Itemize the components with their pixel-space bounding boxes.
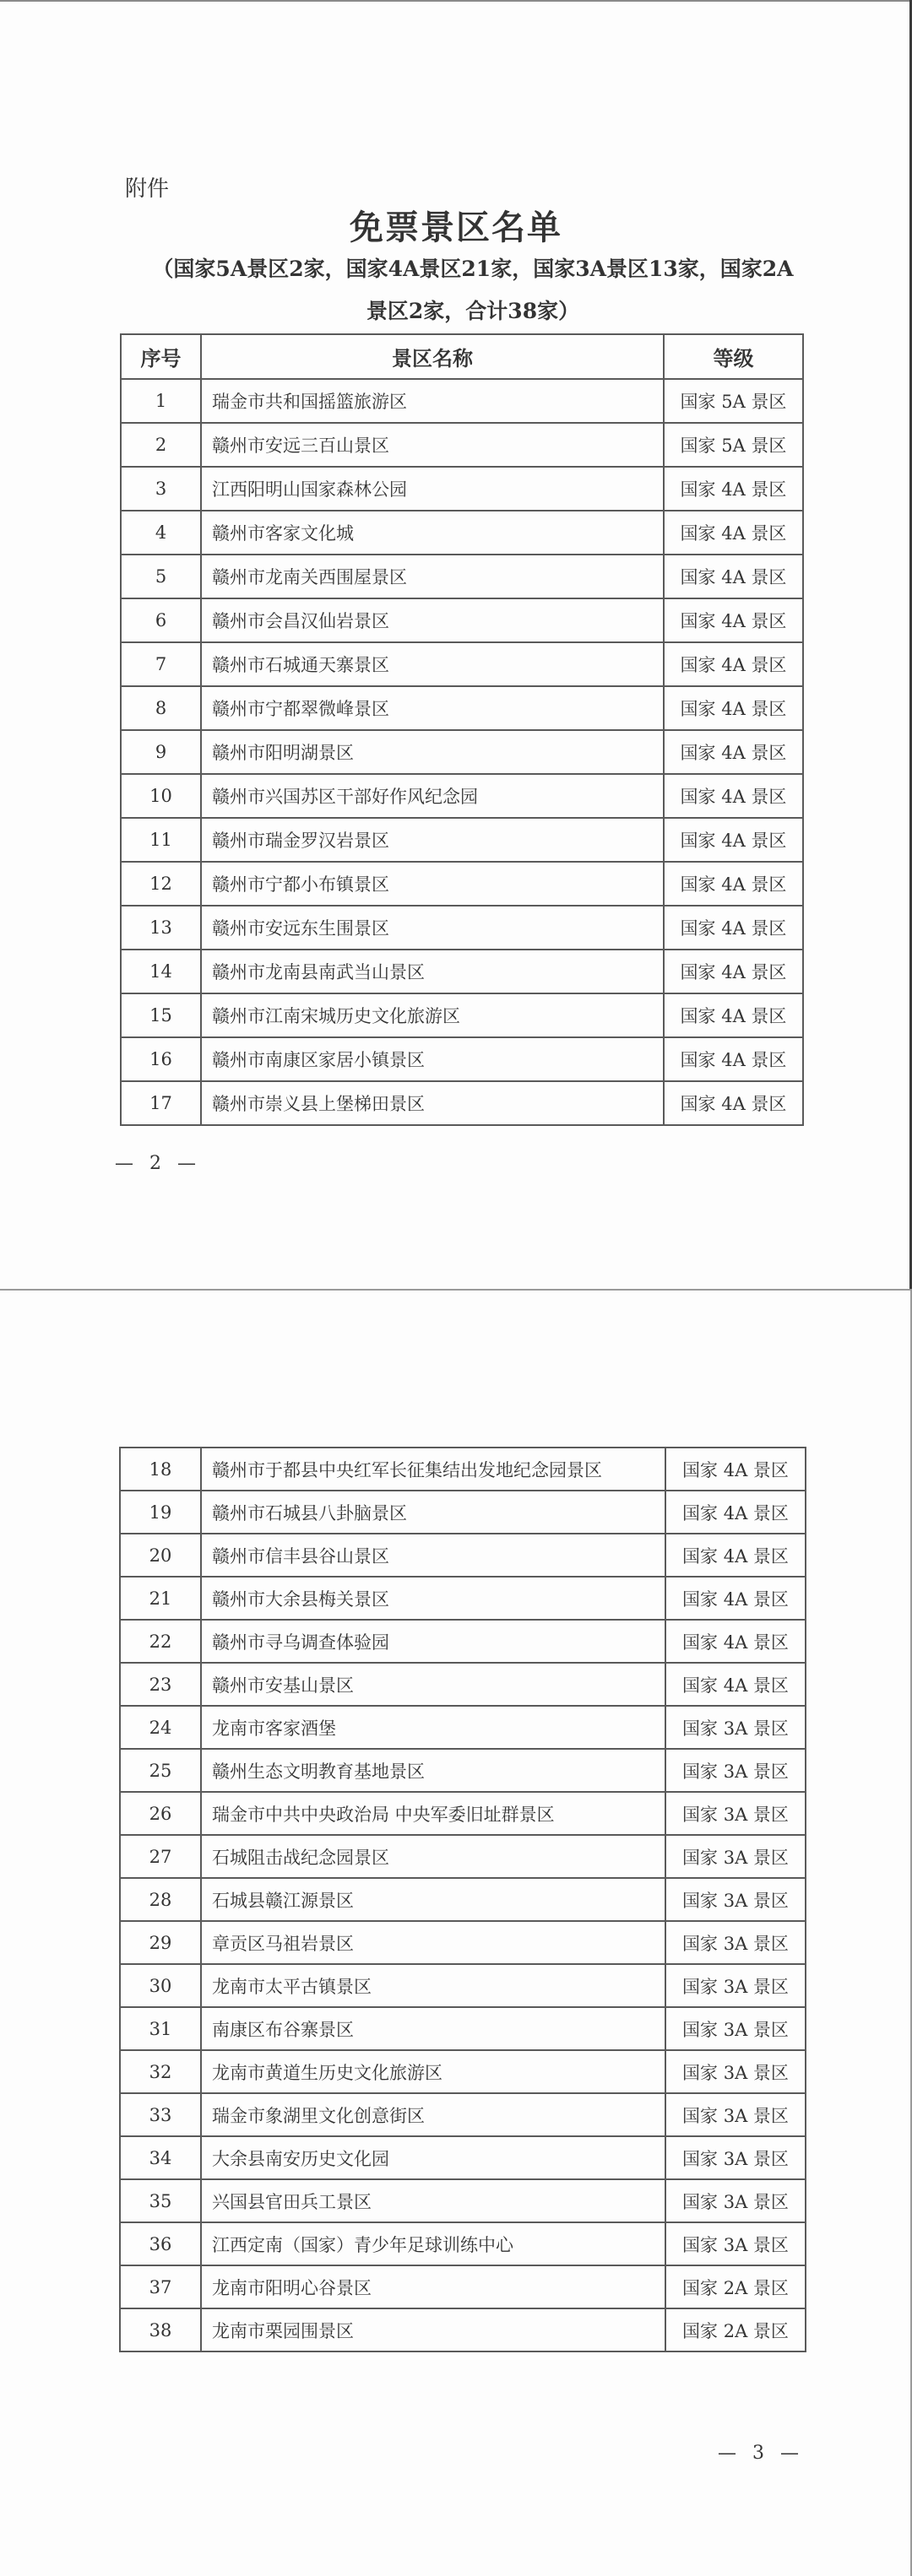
table-row [121, 555, 803, 598]
row-number: 19 [120, 1491, 201, 1534]
row-number: 21 [120, 1577, 201, 1620]
table-row [121, 862, 803, 906]
scenic-area-grade: 国家 4A 景区 [664, 642, 803, 686]
scenic-area-name: 赣州生态文明教育基地景区 [201, 1749, 665, 1792]
row-number: 17 [121, 1081, 201, 1125]
row-number: 24 [120, 1706, 201, 1749]
scenic-area-grade: 国家 4A 景区 [664, 950, 803, 993]
scenic-area-name: 赣州市大余县梅关景区 [201, 1577, 665, 1620]
table-row [120, 1663, 806, 1706]
scenic-area-name: 瑞金市中共中央政治局 中央军委旧址群景区 [201, 1792, 665, 1835]
row-number: 38 [120, 2308, 201, 2351]
table-row [121, 598, 803, 642]
row-number: 7 [121, 642, 201, 686]
scenic-area-name: 赣州市于都县中央红军长征集结出发地纪念园景区 [201, 1448, 665, 1491]
scenic-area-name: 赣州市会昌汉仙岩景区 [201, 598, 664, 642]
row-number: 32 [120, 2050, 201, 2093]
scenic-area-grade: 国家 2A 景区 [665, 2308, 806, 2351]
scenic-area-name: 赣州市安远东生围景区 [201, 906, 664, 950]
row-number: 12 [121, 862, 201, 906]
row-number: 28 [120, 1878, 201, 1921]
scenic-area-grade: 国家 4A 景区 [665, 1491, 806, 1534]
table-row [120, 2093, 806, 2136]
table-row [121, 1081, 803, 1125]
row-number: 30 [120, 1964, 201, 2007]
scenic-area-grade: 国家 5A 景区 [664, 423, 803, 467]
table-row [120, 1749, 806, 1792]
scenic-area-name: 赣州市客家文化城 [201, 511, 664, 555]
table-row [121, 1037, 803, 1081]
table-row [121, 993, 803, 1037]
scenic-area-grade: 国家 4A 景区 [664, 1037, 803, 1081]
row-number: 37 [120, 2265, 201, 2308]
scenic-area-name: 赣州市石城县八卦脑景区 [201, 1491, 665, 1534]
table-row [121, 818, 803, 862]
row-number: 31 [120, 2007, 201, 2050]
scenic-area-name: 瑞金市共和国摇篮旅游区 [201, 379, 664, 423]
table-row [121, 906, 803, 950]
scenic-area-name: 赣州市寻乌调查体验园 [201, 1620, 665, 1663]
page-title: 免票景区名单 [350, 208, 562, 247]
table-row [120, 1620, 806, 1663]
row-number: 2 [121, 423, 201, 467]
scenic-area-name: 南康区布谷寨景区 [201, 2007, 665, 2050]
table-row [120, 2265, 806, 2308]
scenic-area-name: 赣州市石城通天寨景区 [201, 642, 664, 686]
scenic-area-name: 兴国县官田兵工景区 [201, 2179, 665, 2222]
scenic-area-name: 龙南市黄道生历史文化旅游区 [201, 2050, 665, 2093]
table-row [120, 1878, 806, 1921]
scenic-area-name: 赣州市宁都小布镇景区 [201, 862, 664, 906]
table-row [120, 2308, 806, 2351]
row-number: 6 [121, 598, 201, 642]
table-row [120, 1964, 806, 2007]
scenic-area-grade: 国家 3A 景区 [665, 2136, 806, 2179]
scenic-area-grade: 国家 4A 景区 [664, 467, 803, 511]
scenic-area-name: 赣州市江南宋城历史文化旅游区 [201, 993, 664, 1037]
row-number: 34 [120, 2136, 201, 2179]
page-number: — 3 — [718, 2443, 804, 2464]
row-number: 29 [120, 1921, 201, 1964]
row-number: 27 [120, 1835, 201, 1878]
scenic-area-grade: 国家 3A 景区 [665, 1835, 806, 1878]
table-row [120, 2050, 806, 2093]
scenic-area-name: 江西定南（国家）青少年足球训练中心 [201, 2222, 665, 2265]
attachment-label: 附件 [125, 176, 170, 202]
header-num: 序号 [121, 334, 201, 379]
table-row [120, 1835, 806, 1878]
scenic-area-name: 龙南市阳明心谷景区 [201, 2265, 665, 2308]
table-row [121, 686, 803, 730]
scenic-area-name: 赣州市安远三百山景区 [201, 423, 664, 467]
table-body [121, 379, 803, 1125]
scenic-area-name: 赣州市安基山景区 [201, 1663, 665, 1706]
scenic-area-name: 石城阻击战纪念园景区 [201, 1835, 665, 1878]
scenic-area-name: 龙南市客家酒堡 [201, 1706, 665, 1749]
header-name: 景区名称 [201, 334, 664, 379]
row-number: 33 [120, 2093, 201, 2136]
table-body [120, 1448, 806, 2351]
header-grade: 等级 [664, 334, 803, 379]
table-row [121, 467, 803, 511]
scenic-area-grade: 国家 4A 景区 [664, 511, 803, 555]
row-number: 10 [121, 774, 201, 818]
row-number: 15 [121, 993, 201, 1037]
scenic-area-grade: 国家 4A 景区 [665, 1448, 806, 1491]
scenic-area-grade: 国家 3A 景区 [665, 2007, 806, 2050]
scenic-area-grade: 国家 3A 景区 [665, 1921, 806, 1964]
row-number: 23 [120, 1663, 201, 1706]
document-page-3 [0, 1291, 912, 2576]
scenic-area-name: 赣州市崇义县上堡梯田景区 [201, 1081, 664, 1125]
table-row [121, 642, 803, 686]
scenic-area-grade: 国家 5A 景区 [664, 379, 803, 423]
table-row [121, 730, 803, 774]
subtitle-line-1: （国家5A景区2家，国家4A景区21家，国家3A景区13家，国家2A [152, 257, 794, 281]
scenic-area-name: 大余县南安历史文化园 [201, 2136, 665, 2179]
table-row [120, 1792, 806, 1835]
scenic-area-grade: 国家 3A 景区 [665, 1964, 806, 2007]
scenic-area-grade: 国家 3A 景区 [665, 2222, 806, 2265]
scenic-area-table-part-2 [119, 1447, 806, 2352]
scenic-area-grade: 国家 4A 景区 [664, 862, 803, 906]
scenic-area-grade: 国家 4A 景区 [665, 1577, 806, 1620]
table-row [121, 774, 803, 818]
scenic-area-name: 龙南市太平古镇景区 [201, 1964, 665, 2007]
scenic-area-grade: 国家 3A 景区 [665, 1749, 806, 1792]
table-row [120, 1491, 806, 1534]
scenic-area-grade: 国家 4A 景区 [664, 906, 803, 950]
row-number: 20 [120, 1534, 201, 1577]
table-row [120, 2007, 806, 2050]
scenic-area-grade: 国家 3A 景区 [665, 1792, 806, 1835]
scenic-area-name: 赣州市兴国苏区干部好作风纪念园 [201, 774, 664, 818]
scenic-area-name: 赣州市龙南关西围屋景区 [201, 555, 664, 598]
scenic-area-grade: 国家 4A 景区 [664, 686, 803, 730]
scenic-area-name: 龙南市栗园围景区 [201, 2308, 665, 2351]
page-number: — 2 — [115, 1153, 201, 1174]
row-number: 26 [120, 1792, 201, 1835]
row-number: 3 [121, 467, 201, 511]
scenic-area-name: 赣州市南康区家居小镇景区 [201, 1037, 664, 1081]
row-number: 35 [120, 2179, 201, 2222]
row-number: 9 [121, 730, 201, 774]
scenic-area-grade: 国家 4A 景区 [664, 1081, 803, 1125]
scenic-area-grade: 国家 4A 景区 [664, 730, 803, 774]
row-number: 25 [120, 1749, 201, 1792]
row-number: 5 [121, 555, 201, 598]
scenic-area-grade: 国家 4A 景区 [665, 1534, 806, 1577]
table-row [120, 1534, 806, 1577]
scenic-area-name: 章贡区马祖岩景区 [201, 1921, 665, 1964]
scenic-area-grade: 国家 4A 景区 [664, 598, 803, 642]
scenic-area-grade: 国家 4A 景区 [665, 1620, 806, 1663]
row-number: 18 [120, 1448, 201, 1491]
scenic-area-grade: 国家 4A 景区 [664, 555, 803, 598]
scenic-area-grade: 国家 3A 景区 [665, 1878, 806, 1921]
table-row [120, 2222, 806, 2265]
scenic-area-name: 赣州市宁都翠微峰景区 [201, 686, 664, 730]
row-number: 16 [121, 1037, 201, 1081]
scenic-area-name: 江西阳明山国家森林公园 [201, 467, 664, 511]
table-row [120, 1448, 806, 1491]
table-row [120, 2136, 806, 2179]
scenic-area-name: 赣州市阳明湖景区 [201, 730, 664, 774]
row-number: 14 [121, 950, 201, 993]
row-number: 13 [121, 906, 201, 950]
scenic-area-name: 赣州市信丰县谷山景区 [201, 1534, 665, 1577]
row-number: 11 [121, 818, 201, 862]
table-row [121, 950, 803, 993]
table-row [120, 1921, 806, 1964]
scenic-area-grade: 国家 3A 景区 [665, 2050, 806, 2093]
scenic-area-grade: 国家 3A 景区 [665, 2179, 806, 2222]
table-header-row [121, 334, 803, 379]
table-row [121, 379, 803, 423]
scenic-area-name: 瑞金市象湖里文化创意街区 [201, 2093, 665, 2136]
table-row [121, 511, 803, 555]
row-number: 1 [121, 379, 201, 423]
scenic-area-name: 赣州市瑞金罗汉岩景区 [201, 818, 664, 862]
scenic-area-name: 赣州市龙南县南武当山景区 [201, 950, 664, 993]
scenic-area-table-part-1 [120, 333, 804, 1126]
scenic-area-grade: 国家 3A 景区 [665, 2093, 806, 2136]
table-row [120, 1706, 806, 1749]
row-number: 4 [121, 511, 201, 555]
scenic-area-name: 石城县赣江源景区 [201, 1878, 665, 1921]
subtitle-line-2: 景区2家，合计38家） [366, 299, 580, 323]
row-number: 36 [120, 2222, 201, 2265]
table-row [120, 2179, 806, 2222]
scenic-area-grade: 国家 4A 景区 [665, 1663, 806, 1706]
row-number: 22 [120, 1620, 201, 1663]
scenic-area-grade: 国家 4A 景区 [664, 818, 803, 862]
scenic-area-grade: 国家 2A 景区 [665, 2265, 806, 2308]
scenic-area-grade: 国家 4A 景区 [664, 993, 803, 1037]
table-row [121, 423, 803, 467]
row-number: 8 [121, 686, 201, 730]
scenic-area-grade: 国家 3A 景区 [665, 1706, 806, 1749]
scenic-area-grade: 国家 4A 景区 [664, 774, 803, 818]
table-row [120, 1577, 806, 1620]
